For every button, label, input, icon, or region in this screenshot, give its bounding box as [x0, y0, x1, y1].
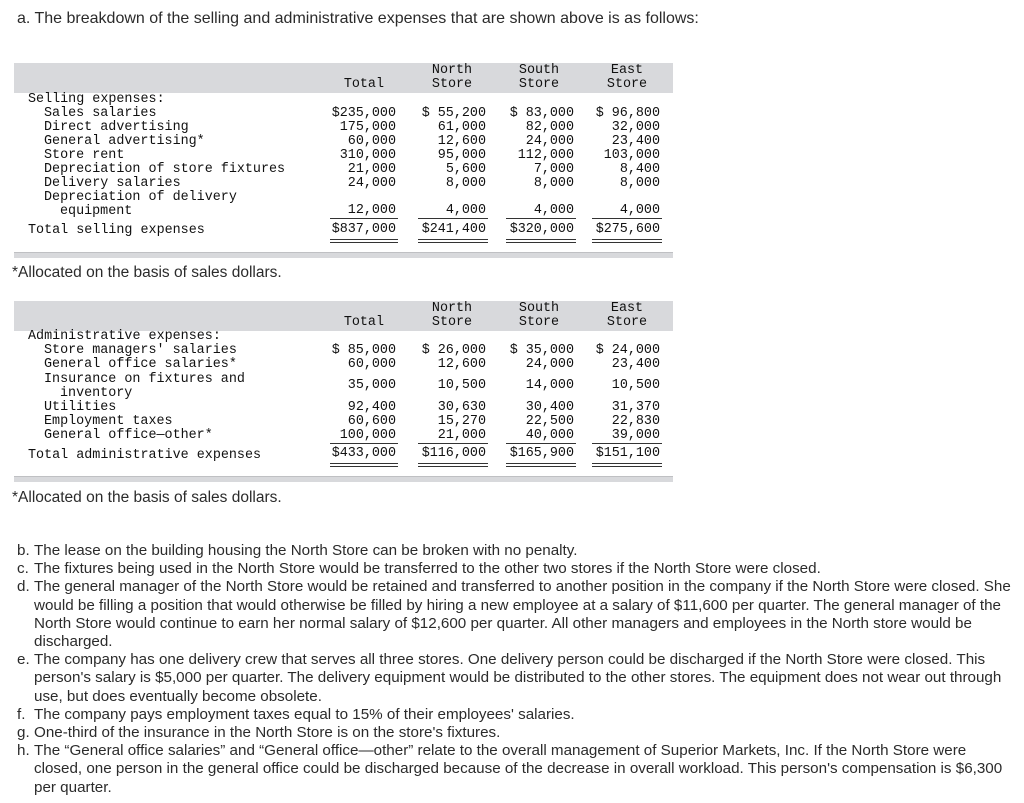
cell-south: 22,500: [525, 414, 574, 429]
table-footer-bar: [14, 252, 673, 258]
cell-total: 60,000: [347, 357, 396, 372]
row-label: Employment taxes: [44, 414, 173, 429]
cell-east: 32,000: [611, 120, 660, 135]
cell-east: 23,400: [611, 357, 660, 372]
cell-south: 14,000: [525, 378, 574, 393]
total-cell-north: $241,400: [421, 222, 486, 237]
item-letter: g.: [17, 724, 30, 742]
selling-footnote: *Allocated on the basis of sales dollars.: [12, 264, 282, 281]
cell-east: $ 24,000: [595, 343, 660, 358]
intro-text: a. The breakdown of the selling and administrative expenses that are shown above is as follows:: [17, 10, 699, 27]
total-double-rule: [506, 239, 576, 243]
cell-north: 95,000: [437, 148, 486, 163]
notes-list: [17, 542, 1017, 797]
item-text: The fixtures being used in the North Store would be transferred to the other two stores if the North Store were closed.: [34, 560, 821, 578]
section-label: Selling expenses:: [28, 92, 165, 107]
subtotal-rule: [330, 443, 398, 444]
row-label: Store rent: [44, 148, 125, 163]
header-total: Total: [343, 77, 384, 92]
total-cell-east: $151,100: [595, 446, 660, 461]
item-text: The company pays employment taxes equal to 15% of their employees' salaries.: [34, 705, 575, 723]
cell-north: 5,600: [445, 162, 486, 177]
subtotal-rule: [418, 443, 488, 444]
subtotal-rule: [506, 443, 576, 444]
header-east: East: [610, 301, 644, 316]
cell-north: 21,000: [437, 428, 486, 443]
row-label: General advertising*: [44, 134, 205, 149]
list-item: [17, 724, 1017, 742]
cell-east: 39,000: [611, 428, 660, 443]
cell-east: 4,000: [619, 203, 660, 218]
cell-north: 15,270: [437, 414, 486, 429]
row-label: Store managers' salaries: [44, 343, 237, 358]
header-north-store: Store: [431, 315, 473, 330]
item-letter: c.: [17, 560, 29, 578]
cell-east: 8,000: [619, 176, 660, 191]
list-item: [17, 742, 1017, 797]
header-north: North: [431, 301, 473, 316]
cell-south: 4,000: [533, 203, 574, 218]
total-cell-east: $275,600: [595, 222, 660, 237]
row-label: General office—other*: [44, 428, 213, 443]
cell-north: 12,600: [437, 357, 486, 372]
total-label: Total administrative expenses: [28, 448, 262, 463]
subtotal-rule: [418, 218, 488, 219]
item-text: The lease on the building housing the North Store can be broken with no penalty.: [34, 542, 578, 559]
row-label: Direct advertising: [44, 120, 189, 135]
total-double-rule: [592, 239, 662, 243]
header-south: South: [518, 301, 560, 316]
total-label: Total selling expenses: [28, 223, 205, 238]
cell-total: $ 85,000: [331, 343, 396, 358]
row-label: Delivery salaries: [44, 176, 181, 191]
cell-south: 24,000: [525, 134, 574, 149]
section-label: Administrative expenses:: [28, 329, 221, 344]
selling-expenses-table: [14, 63, 673, 258]
header-north-store: Store: [431, 77, 473, 92]
item-text: The general manager of the North Store would be retained and transferred to another position in the company if the North Store were closed. She would be filling a position that would otherwise be filled by hiring a new employee at a salary of $11,600 per quarter. The general manager of the North Store would continue to earn her normal salary of $12,600 per quarter. All other managers and employees in the North store would be discharged.: [34, 578, 1011, 651]
subtotal-rule: [592, 218, 662, 219]
item-letter: h.: [17, 742, 30, 760]
cell-total: 310,000: [339, 148, 396, 163]
item-text: One-third of the insurance in the North Store is on the store's fixtures.: [34, 724, 501, 742]
row-label: Utilities: [44, 400, 117, 415]
cell-south: 24,000: [525, 357, 574, 372]
cell-north: 10,500: [437, 378, 486, 393]
subtotal-rule: [330, 218, 398, 219]
administrative-expenses-table: [14, 301, 673, 483]
cell-south: 30,400: [525, 400, 574, 415]
cell-east: $ 96,800: [595, 106, 660, 121]
cell-total: 21,000: [347, 162, 396, 177]
cell-east: 8,400: [619, 162, 660, 177]
total-cell: $433,000: [331, 446, 396, 461]
header-north: North: [431, 63, 473, 78]
cell-north: 61,000: [437, 120, 486, 135]
subtotal-rule: [506, 218, 576, 219]
total-double-rule: [506, 463, 576, 467]
total-cell-south: $165,900: [509, 446, 574, 461]
row-label: Depreciation of store fixtures: [44, 162, 286, 177]
header-south: South: [518, 63, 560, 78]
row-label: Sales salaries: [44, 106, 157, 121]
cell-total: 60,000: [347, 134, 396, 149]
total-cell-north: $116,000: [421, 446, 486, 461]
row-label-continued: inventory: [60, 386, 133, 401]
cell-north: $ 26,000: [421, 343, 486, 358]
cell-east: 22,830: [611, 414, 660, 429]
header-total: Total: [343, 315, 384, 330]
total-double-rule: [592, 463, 662, 467]
list-item: [17, 578, 1017, 651]
cell-east: 31,370: [611, 400, 660, 415]
item-letter: f.: [17, 705, 26, 723]
cell-total: 12,000: [347, 203, 396, 218]
header-south-store: Store: [518, 77, 560, 92]
total-cell-south: $320,000: [509, 222, 574, 237]
item-text: The company has one delivery crew that serves all three stores. One delivery person could be discharged if the North Store were closed. This person's salary is $5,000 per quarter. The delivery equipment would be distributed to the other stores. The equipment does not wear out through use, but does eventually become obsolete.: [34, 651, 1002, 705]
list-item: [17, 651, 1017, 706]
cell-south: 82,000: [525, 120, 574, 135]
total-double-rule: [330, 239, 398, 243]
row-label-continued: equipment: [60, 204, 133, 219]
cell-east: 23,400: [611, 134, 660, 149]
cell-total: 92,400: [347, 400, 396, 415]
table-footer-bar: [14, 476, 673, 482]
header-east: East: [610, 63, 644, 78]
item-letter: d.: [17, 578, 30, 596]
subtotal-rule: [592, 443, 662, 444]
cell-east: 103,000: [603, 148, 660, 163]
cell-south: 40,000: [525, 428, 574, 443]
item-letter: b.: [17, 542, 30, 559]
cell-north: 12,600: [437, 134, 486, 149]
cell-total: 60,600: [347, 414, 396, 429]
cell-north: 30,630: [437, 400, 486, 415]
row-label: Depreciation of delivery: [44, 190, 237, 205]
row-label: Insurance on fixtures and: [44, 372, 245, 387]
list-item: [17, 560, 1017, 578]
cell-south: 112,000: [517, 148, 574, 163]
cell-total: 100,000: [339, 428, 396, 443]
cell-total: 35,000: [347, 378, 396, 393]
total-cell: $837,000: [331, 222, 396, 237]
cell-south: $ 83,000: [509, 106, 574, 121]
cell-north: 8,000: [445, 176, 486, 191]
item-text: The “General office salaries” and “General office—other” relate to the overall management of Superior Markets, Inc. If the North Store were closed, one person in the general office could be discharged because of the decrease in overall workload. This person's compensation is $6,300 per quarter.: [34, 742, 1003, 796]
cell-south: 8,000: [533, 176, 574, 191]
item-letter: e.: [17, 651, 30, 669]
admin-footnote: *Allocated on the basis of sales dollars.: [12, 489, 282, 506]
cell-east: 10,500: [611, 378, 660, 393]
cell-north: 4,000: [445, 203, 486, 218]
cell-total: $235,000: [331, 106, 396, 121]
header-south-store: Store: [518, 315, 560, 330]
cell-south: 7,000: [533, 162, 574, 177]
list-item: [17, 706, 1017, 724]
cell-total: 24,000: [347, 176, 396, 191]
cell-north: $ 55,200: [421, 106, 486, 121]
list-item: [17, 542, 1017, 560]
total-double-rule: [330, 463, 398, 467]
header-east-store: Store: [606, 77, 648, 92]
row-label: General office salaries*: [44, 357, 237, 372]
total-double-rule: [418, 463, 488, 467]
cell-total: 175,000: [339, 120, 396, 135]
header-east-store: Store: [606, 315, 648, 330]
total-double-rule: [418, 239, 488, 243]
cell-south: $ 35,000: [509, 343, 574, 358]
